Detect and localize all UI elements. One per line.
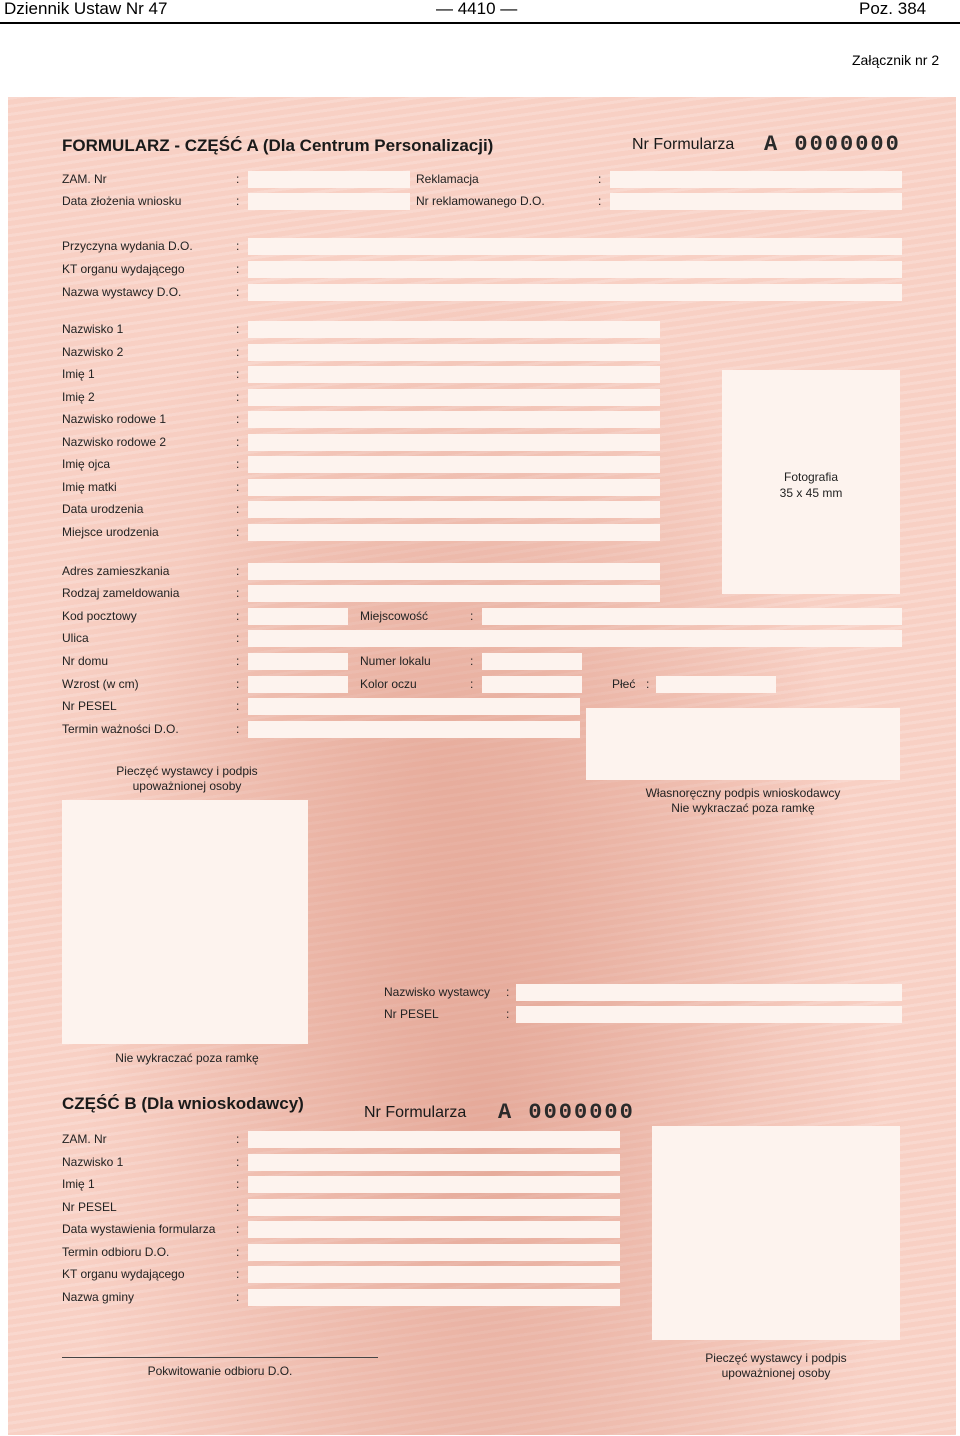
photo-size: 35 x 45 mm [779, 486, 843, 500]
data-urodzenia-field[interactable] [248, 501, 660, 518]
label-nr-reklamowanego: Nr reklamowanego D.O. [416, 194, 545, 208]
label-miejsce-urodzenia: Miejsce urodzenia [62, 525, 159, 539]
signature-caption: Własnoręczny podpis wnioskodawcy [645, 786, 841, 800]
colon: : [236, 654, 240, 668]
kolor-oczu-field[interactable] [482, 676, 582, 693]
adres-field[interactable] [248, 563, 660, 580]
data-zlozenia-field[interactable] [248, 193, 410, 210]
colon: : [236, 1222, 240, 1236]
signature-note: Nie wykraczać poza ramkę [671, 801, 815, 815]
colon: : [598, 194, 602, 208]
label-przyczyna: Przyczyna wydania D.O. [62, 239, 193, 253]
plec-field[interactable] [656, 676, 776, 693]
b-imie1-field[interactable] [248, 1176, 620, 1193]
label-b-kt-organu: KT organu wydającego [62, 1267, 185, 1281]
kod-pocztowy-field[interactable] [248, 608, 348, 625]
label-nazwisko-rodowe2: Nazwisko rodowe 2 [62, 435, 167, 449]
nr-reklamowanego-field[interactable] [610, 193, 902, 210]
label-termin-waznosci: Termin ważności D.O. [62, 722, 179, 736]
label-miejscowosc: Miejscowość [360, 609, 429, 623]
part-b-nr-label: Nr Formularza [364, 1104, 467, 1121]
label-kt-organu: KT organu wydającego [62, 262, 185, 276]
label-zam-nr: ZAM. Nr [62, 172, 107, 186]
colon: : [236, 609, 240, 623]
label-b-data-wystawienia: Data wystawienia formularza [62, 1222, 216, 1236]
part-b-nr-value: A 0000000 [498, 1100, 635, 1125]
colon: : [236, 525, 240, 539]
label-ulica: Ulica [62, 631, 89, 645]
termin-waznosci-field[interactable] [248, 721, 580, 738]
colon: : [236, 1290, 240, 1304]
label-b-termin-odbioru: Termin odbioru D.O. [62, 1245, 170, 1259]
kt-organu-field[interactable] [248, 261, 902, 278]
colon: : [236, 194, 240, 208]
miejscowosc-field[interactable] [482, 608, 902, 625]
colon: : [236, 412, 240, 426]
b-nr-pesel-field[interactable] [248, 1199, 620, 1216]
label-kolor-oczu: Kolor oczu [360, 677, 417, 691]
nazwisko2-field[interactable] [248, 344, 660, 361]
colon: : [236, 367, 240, 381]
label-imie-matki: Imię matki [62, 480, 117, 494]
label-nazwisko-wystawcy: Nazwisko wystawcy [384, 985, 491, 999]
journal-title: Dziennik Ustaw Nr 47 [4, 0, 168, 18]
b-zam-nr-field[interactable] [248, 1131, 620, 1148]
numer-lokalu-field[interactable] [482, 653, 582, 670]
colon: : [236, 1200, 240, 1214]
label-b-nr-pesel: Nr PESEL [62, 1200, 117, 1214]
b-stamp-caption-line2: upoważnionej osoby [721, 1366, 831, 1380]
colon: : [506, 985, 510, 999]
rodzaj-zameldowania-field[interactable] [248, 585, 660, 602]
header-rule [0, 22, 960, 24]
colon: : [236, 677, 240, 691]
colon: : [236, 172, 240, 186]
reklamacja-field[interactable] [610, 171, 902, 188]
label-data-zlozenia: Data złożenia wniosku [62, 194, 182, 208]
imie-matki-field[interactable] [248, 479, 660, 496]
colon: : [236, 699, 240, 713]
label-imie-ojca: Imię ojca [62, 457, 111, 471]
nazwisko1-field[interactable] [248, 321, 660, 338]
przyczyna-field[interactable] [248, 238, 902, 255]
colon: : [236, 480, 240, 494]
photo-caption: Fotografia [783, 470, 839, 484]
colon: : [236, 502, 240, 516]
colon: : [236, 345, 240, 359]
label-b-nazwisko1: Nazwisko 1 [62, 1155, 124, 1169]
label-data-urodzenia: Data urodzenia [62, 502, 144, 516]
colon: : [236, 1155, 240, 1169]
label-nazwisko-rodowe1: Nazwisko rodowe 1 [62, 412, 167, 426]
nazwisko-rodowe1-field[interactable] [248, 411, 660, 428]
b-nazwa-gminy-field[interactable] [248, 1289, 620, 1306]
imie2-field[interactable] [248, 389, 660, 406]
colon: : [236, 722, 240, 736]
nazwisko-wystawcy-field[interactable] [516, 984, 902, 1001]
nr-domu-field[interactable] [248, 653, 348, 670]
wzrost-field[interactable] [248, 676, 348, 693]
label-wzrost: Wzrost (w cm) [62, 677, 139, 691]
b-stamp-box [652, 1126, 900, 1340]
label-kod-pocztowy: Kod pocztowy [62, 609, 137, 623]
label-nr-domu: Nr domu [62, 654, 109, 668]
colon: : [470, 654, 474, 668]
position-number: Poz. 384 [859, 0, 927, 18]
colon: : [236, 390, 240, 404]
colon: : [236, 239, 240, 253]
b-kt-organu-field[interactable] [248, 1266, 620, 1283]
colon: : [236, 586, 240, 600]
colon: : [236, 1245, 240, 1259]
ulica-field[interactable] [248, 630, 902, 647]
b-stamp-caption: Pieczęć wystawcy i podpis [705, 1351, 847, 1365]
zam-nr-field[interactable] [248, 171, 410, 188]
colon: : [236, 564, 240, 578]
b-termin-odbioru-field[interactable] [248, 1244, 620, 1261]
label-reklamacja: Reklamacja [416, 172, 479, 186]
colon: : [470, 677, 474, 691]
label-nr-pesel: Nr PESEL [62, 699, 117, 713]
colon: : [236, 285, 240, 299]
label-adres: Adres zamieszkania [62, 564, 170, 578]
nazwa-wystawcy-field[interactable] [248, 284, 902, 301]
label-rodzaj-zameldowania: Rodzaj zameldowania [62, 586, 180, 600]
receipt-label: Pokwitowanie odbioru D.O. [147, 1364, 293, 1378]
label-nr-pesel-wystawcy: Nr PESEL [384, 1007, 439, 1021]
b-data-wystawienia-field[interactable] [248, 1221, 620, 1238]
signature-box[interactable] [586, 708, 900, 780]
page-number: — 4410 — [436, 0, 518, 18]
imie1-field[interactable] [248, 366, 660, 383]
colon: : [236, 322, 240, 336]
colon: : [646, 677, 650, 691]
b-nazwisko1-field[interactable] [248, 1154, 620, 1171]
receipt-line [62, 1357, 378, 1358]
imie-ojca-field[interactable] [248, 456, 660, 473]
label-nazwa-wystawcy: Nazwa wystawcy D.O. [62, 285, 182, 299]
label-nazwisko1: Nazwisko 1 [62, 322, 124, 336]
part-a-nr-label: Nr Formularza [632, 136, 735, 153]
label-nazwisko2: Nazwisko 2 [62, 345, 124, 359]
label-b-imie1: Imię 1 [62, 1177, 95, 1191]
miejsce-urodzenia-field[interactable] [248, 524, 660, 541]
colon: : [236, 631, 240, 645]
colon: : [236, 435, 240, 449]
stamp-caption: Pieczęć wystawcy i podpis [116, 764, 258, 778]
label-b-zam-nr: ZAM. Nr [62, 1132, 107, 1146]
colon: : [236, 1132, 240, 1146]
colon: : [236, 457, 240, 471]
colon: : [236, 262, 240, 276]
label-imie2: Imię 2 [62, 390, 95, 404]
nr-pesel-wystawcy-field[interactable] [516, 1006, 902, 1023]
part-a-nr-value: A 0000000 [764, 132, 901, 157]
label-numer-lokalu: Numer lokalu [360, 654, 431, 668]
part-b-title: CZĘŚĆ B (Dla wnioskodawcy) [62, 1094, 304, 1113]
colon: : [236, 1267, 240, 1281]
colon: : [236, 1177, 240, 1191]
colon: : [470, 609, 474, 623]
colon: : [506, 1007, 510, 1021]
colon: : [598, 172, 602, 186]
annex-label: Załącznik nr 2 [852, 52, 940, 68]
label-imie1: Imię 1 [62, 367, 95, 381]
part-a-title: FORMULARZ - CZĘŚĆ A (Dla Centrum Personalizacji) [62, 136, 494, 155]
stamp-box [62, 800, 308, 1044]
frame-note: Nie wykraczać poza ramkę [115, 1051, 259, 1065]
stamp-caption-line2: upoważnionej osoby [132, 779, 242, 793]
nazwisko-rodowe2-field[interactable] [248, 434, 660, 451]
nr-pesel-field[interactable] [248, 698, 580, 715]
label-plec: Płeć [612, 677, 636, 691]
label-b-nazwa-gminy: Nazwa gminy [62, 1290, 135, 1304]
